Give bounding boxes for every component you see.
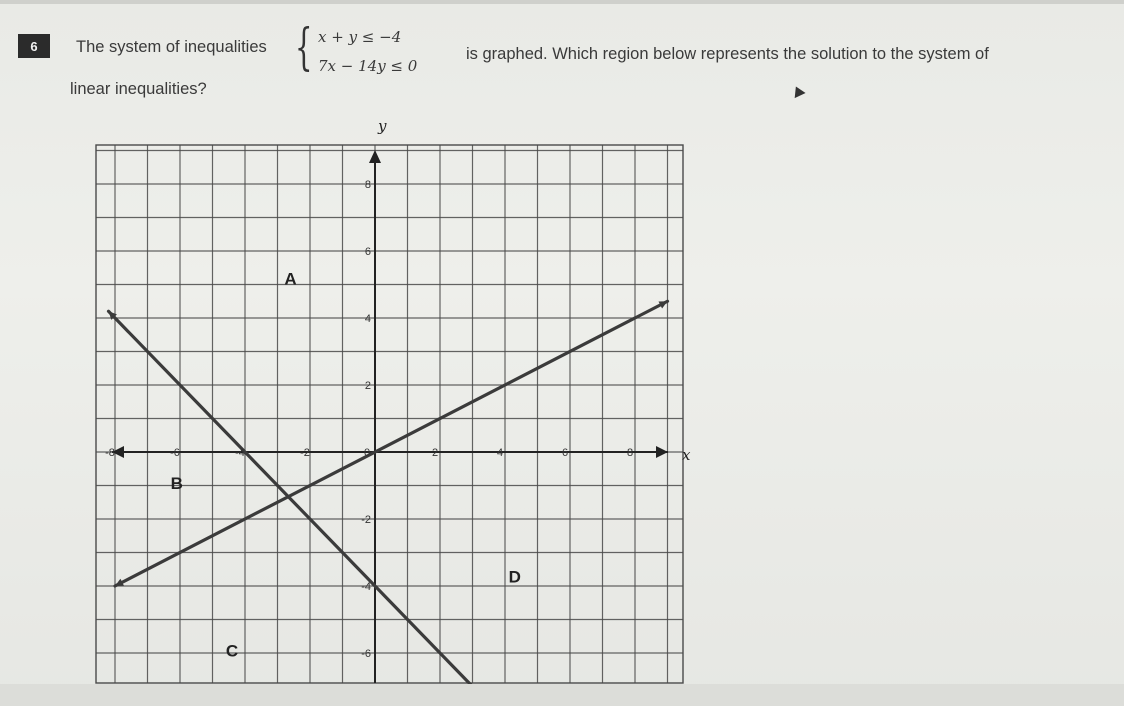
question-text-continued: linear inequalities? [70,80,207,98]
y-tick-label: -2 [361,514,371,526]
region-label-d: D [508,567,521,587]
region-label-c: C [225,641,239,661]
x-axis-label: x [682,446,691,464]
boundary-line-2 [115,301,668,586]
x-axis-arrow-icon [656,446,668,458]
y-tick-label: -4 [361,581,371,593]
inequality-2: 7x − 14y ≤ 0 [318,57,418,75]
y-tick-label: 4 [364,313,371,325]
boundary-lines [109,301,668,686]
inequality-1: x + y ≤ −4 [318,28,402,46]
x-tick-label: 2 [431,447,439,459]
x-tick-label: -2 [300,447,310,459]
x-tick-label: 6 [561,447,569,459]
x-tick-label: -4 [235,447,245,459]
x-tick-label: -6 [170,447,180,459]
x-tick-label: 4 [496,447,504,459]
bottom-band [0,684,1124,706]
axes [112,117,691,683]
y-tick-label: 2 [364,380,371,392]
question-text-after: is graphed. Which region below represents the solution to the system of [466,45,989,63]
region-label-a: A [284,269,297,289]
region-labels [171,270,521,661]
y-axis-label: y [378,117,387,135]
system-brace: { [295,18,313,76]
x-tick-label: 8 [626,447,634,459]
y-tick-label: 8 [364,179,371,191]
x-tick-label: 0 [363,447,371,459]
y-tick-label: -6 [361,648,371,660]
question-number: 6 [18,34,50,58]
question-text-before: The system of inequalities [76,38,267,56]
y-tick-label: 6 [364,246,371,258]
boundary-line-1 [109,311,473,686]
region-label-b: B [170,473,183,493]
y-axis-arrow-icon [369,150,381,163]
x-tick-label: -8 [105,447,115,459]
